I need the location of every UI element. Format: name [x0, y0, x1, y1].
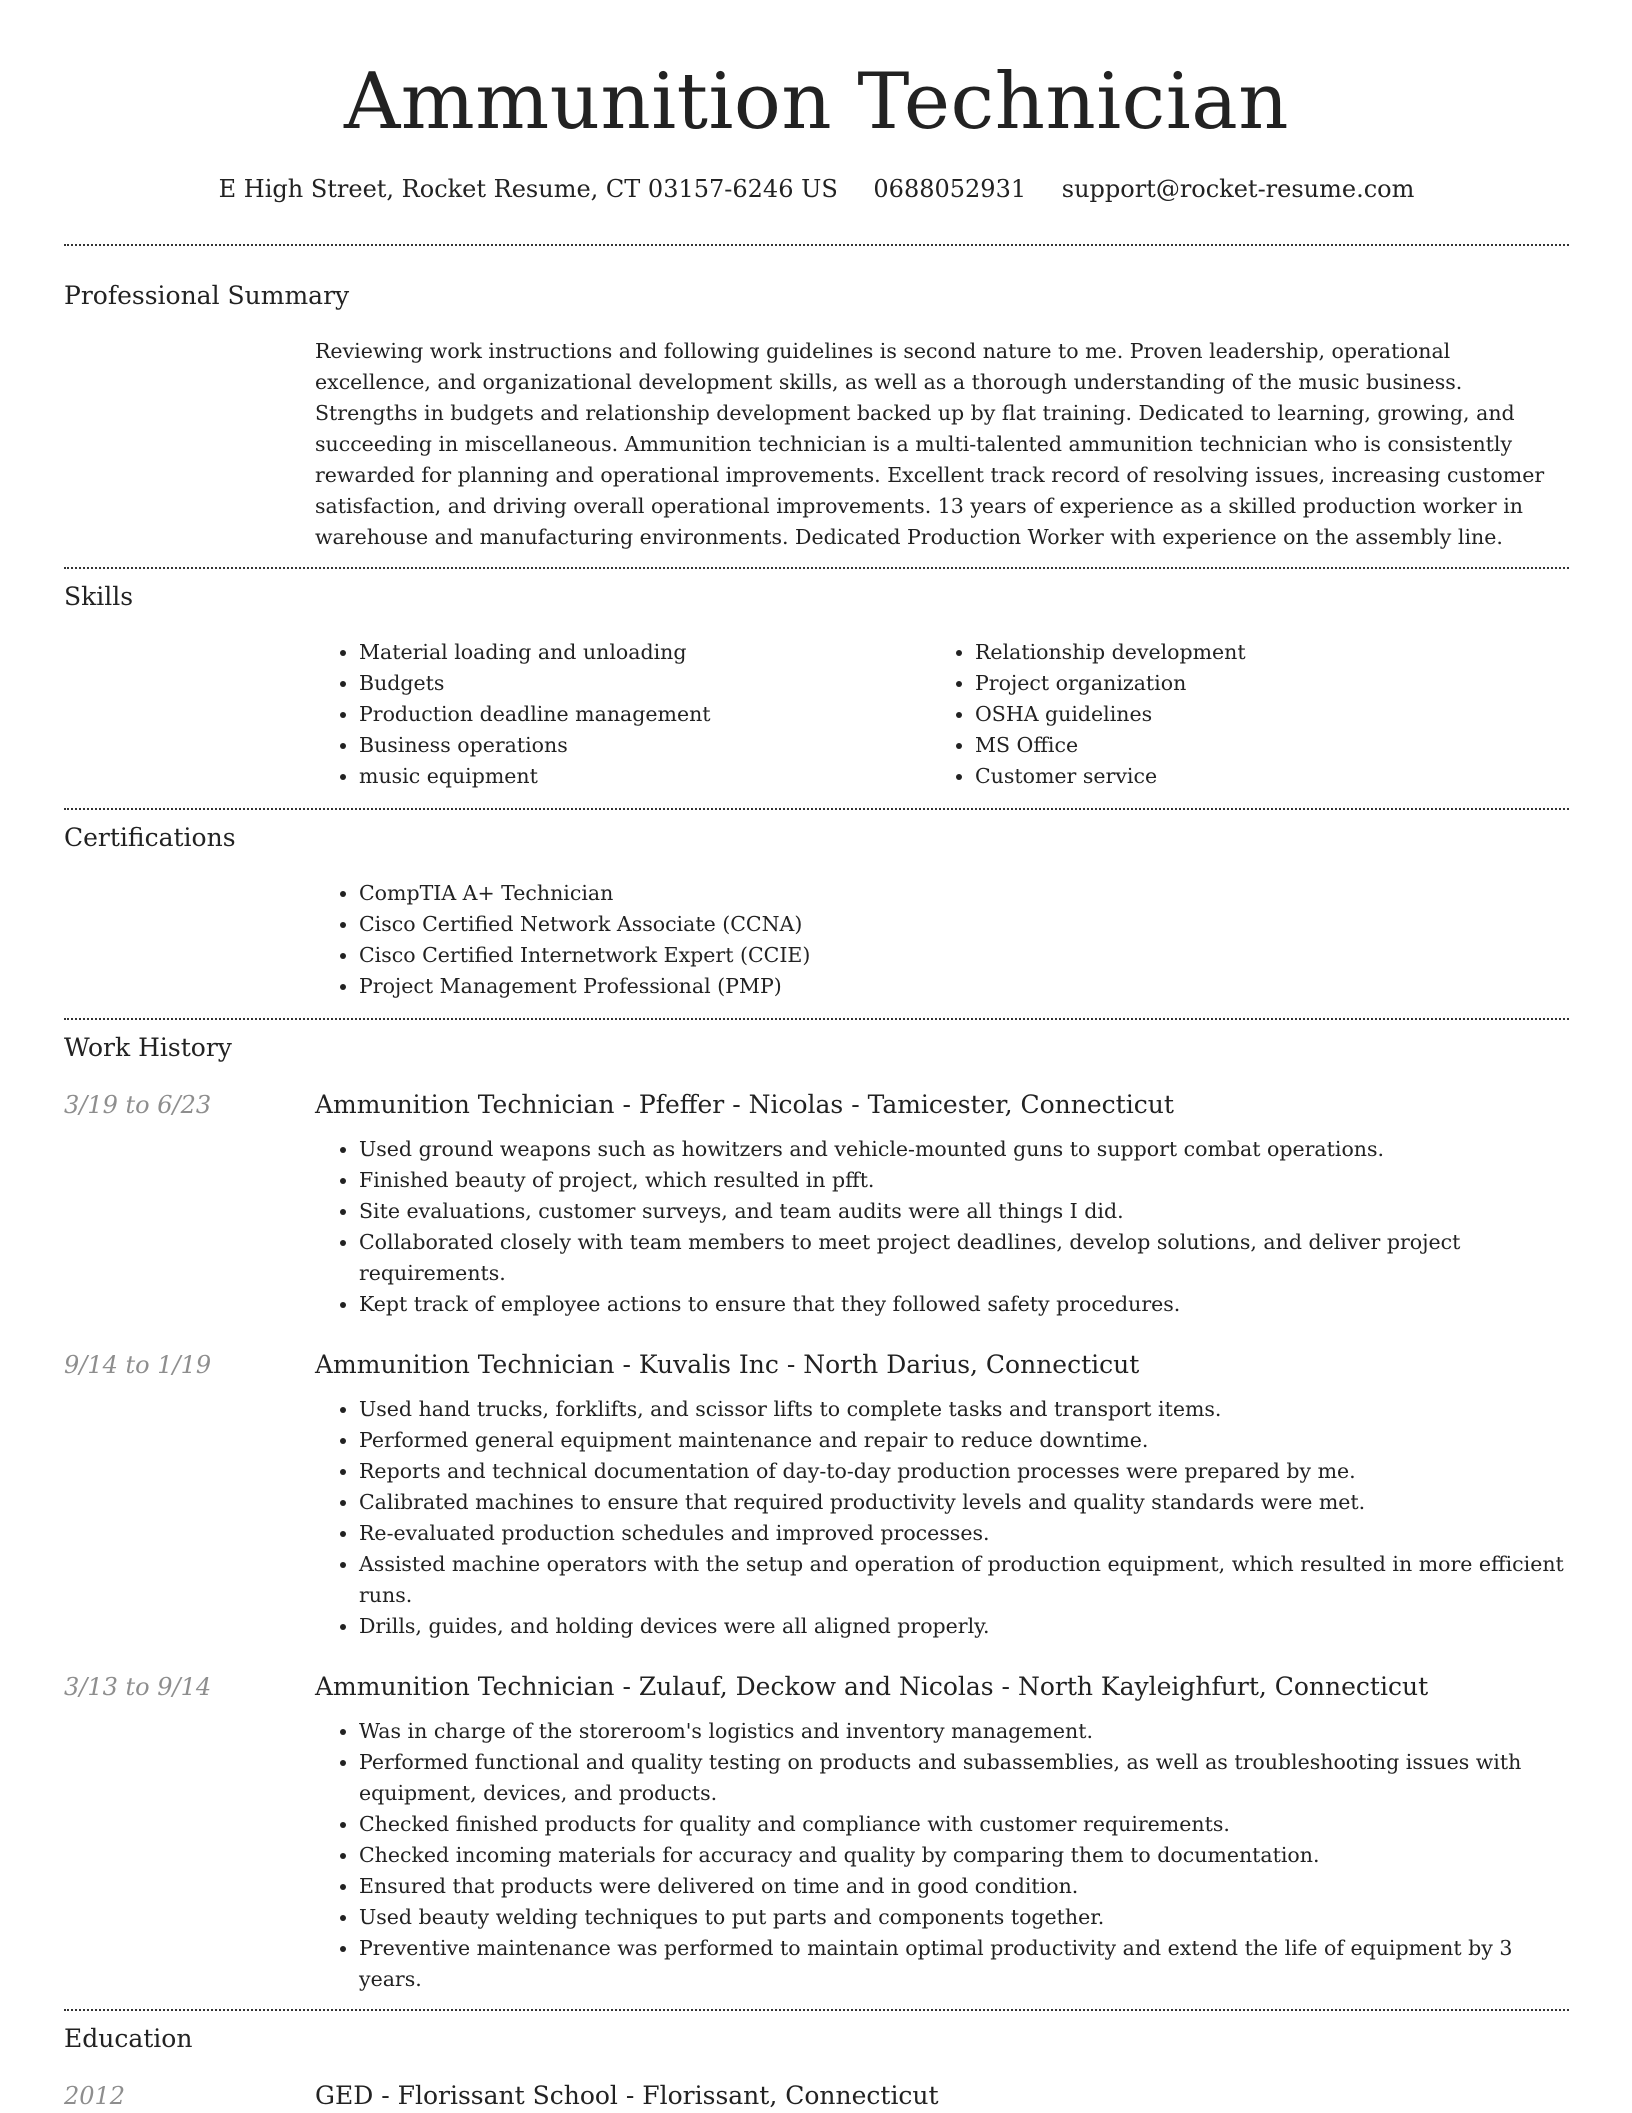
certifications-list [315, 878, 1569, 1002]
job-title: Ammunition Technician - Pfeffer - Nicolas - Tamicester, Connecticut [315, 1090, 1174, 1119]
job-entry [64, 1348, 1569, 1642]
work-history-section [64, 1020, 1569, 2009]
skills-section [64, 569, 1569, 808]
job-bullet: • Re-evaluated production schedules and improved processes. [359, 1518, 1569, 1549]
job-bullet: • Used beauty welding techniques to put parts and components together. [359, 1902, 1569, 1933]
job-bullet: • Used ground weapons such as howitzers and vehicle-mounted guns to support combat operations. [359, 1134, 1569, 1165]
job-bullet: • Was in charge of the storeroom's logistics and inventory management. [359, 1716, 1569, 1747]
work-history-heading: Work History [64, 1033, 232, 1062]
job-title: Ammunition Technician - Kuvalis Inc - North Darius, Connecticut [315, 1350, 1140, 1379]
education-header [64, 2079, 1569, 2113]
education-title: GED - Florissant School - Florissant, Connecticut [315, 2081, 939, 2110]
skill-item: • music equipment [359, 761, 931, 792]
education-heading: Education [64, 2024, 193, 2053]
certification-item: • Cisco Certified Network Associate (CCNA) [359, 909, 1569, 940]
job-bullets [315, 1394, 1569, 1642]
job-date: 3/19 to 6/23 [64, 1091, 212, 1119]
job-bullet: • Performed general equipment maintenance and repair to reduce downtime. [359, 1425, 1569, 1456]
job-bullet: • Checked finished products for quality and compliance with customer requirements. [359, 1809, 1569, 1840]
certifications-heading: Certifications [64, 823, 236, 852]
skills-heading: Skills [64, 582, 134, 611]
skills-list-left [315, 637, 931, 792]
job-header [64, 1348, 1569, 1382]
job-bullet: • Site evaluations, customer surveys, and team audits were all things I did. [359, 1196, 1569, 1227]
job-entry [64, 1088, 1569, 1320]
job-date: 9/14 to 1/19 [64, 1351, 212, 1379]
job-bullet: • Preventive maintenance was performed to maintain optimal productivity and extend the life of equipment by 3 years. [359, 1933, 1569, 1995]
skill-item: • OSHA guidelines [975, 699, 1547, 730]
resume-name: Ammunition Technician [343, 57, 1290, 147]
education-section [64, 2011, 1569, 2113]
job-bullets [315, 1134, 1569, 1320]
resume-page [64, 0, 1569, 2113]
education-date: 2012 [64, 2082, 126, 2110]
job-bullet: • Kept track of employee actions to ensure that they followed safety procedures. [359, 1289, 1569, 1320]
education-entry [64, 2079, 1569, 2113]
certification-item: • Cisco Certified Internetwork Expert (CCIE) [359, 940, 1569, 971]
job-bullet: • Calibrated machines to ensure that required productivity levels and quality standards were met. [359, 1487, 1569, 1518]
skill-item: • Production deadline management [359, 699, 931, 730]
skills-list-right [931, 637, 1547, 792]
certification-item: • CompTIA A+ Technician [359, 878, 1569, 909]
job-bullet: • Checked incoming materials for accuracy and quality by comparing them to documentation. [359, 1840, 1569, 1871]
skill-item: • Business operations [359, 730, 931, 761]
skill-item: • Budgets [359, 668, 931, 699]
skill-item: • Material loading and unloading [359, 637, 931, 668]
contact-address: E High Street, Rocket Resume, CT 03157-6246 US [218, 175, 838, 203]
job-bullet: • Drills, guides, and holding devices were all aligned properly. [359, 1611, 1569, 1642]
summary-text: Reviewing work instructions and following guidelines is second nature to me. Proven leadership, operational excellence, and organizational development skills, as well as a thorough understanding of the music business. Strengths in budgets and relationship development backed up by flat training. Dedicated to learning, growing, and succeeding in miscellaneous. Ammunition technician is a multi-talented ammunition technician who is consistently rewarded for planning and operational improvements. Excellent track record of resolving issues, increasing customer satisfaction, and driving overall operational improvements. 13 years of experience as a skilled production worker in warehouse and manufacturing environments. Dedicated Production Worker with experience on the assembly line. [315, 339, 1545, 549]
contact-email: support@rocket-resume.com [1061, 175, 1415, 203]
contact-phone: 0688052931 [873, 175, 1027, 203]
summary-heading: Professional Summary [64, 281, 350, 310]
job-date: 3/13 to 9/14 [64, 1673, 212, 1701]
contact-line [64, 172, 1569, 206]
job-title: Ammunition Technician - Zulauf, Deckow and Nicolas - North Kayleighfurt, Connecticut [315, 1672, 1429, 1701]
job-bullet: • Reports and technical documentation of day-to-day production processes were prepared by me. [359, 1456, 1569, 1487]
job-bullet: • Assisted machine operators with the setup and operation of production equipment, which resulted in more efficient runs. [359, 1549, 1569, 1611]
summary-section [64, 246, 1569, 567]
skill-item: • Relationship development [975, 637, 1547, 668]
skill-item: • Project organization [975, 668, 1547, 699]
certification-item: • Project Management Professional (PMP) [359, 971, 1569, 1002]
job-header [64, 1670, 1569, 1704]
skill-item: • MS Office [975, 730, 1547, 761]
skill-item: • Customer service [975, 761, 1547, 792]
job-bullets [315, 1716, 1569, 1995]
job-bullet: • Ensured that products were delivered on time and in good condition. [359, 1871, 1569, 1902]
job-bullet: • Finished beauty of project, which resulted in pfft. [359, 1165, 1569, 1196]
job-entry [64, 1670, 1569, 1995]
certifications-section [64, 810, 1569, 1018]
job-bullet: • Collaborated closely with team members to meet project deadlines, develop solutions, and deliver project requirements. [359, 1227, 1569, 1289]
job-bullet: • Used hand trucks, forklifts, and scissor lifts to complete tasks and transport items. [359, 1394, 1569, 1425]
job-header [64, 1088, 1569, 1122]
job-bullet: • Performed functional and quality testing on products and subassemblies, as well as troubleshooting issues with equipment, devices, and products. [359, 1747, 1569, 1809]
